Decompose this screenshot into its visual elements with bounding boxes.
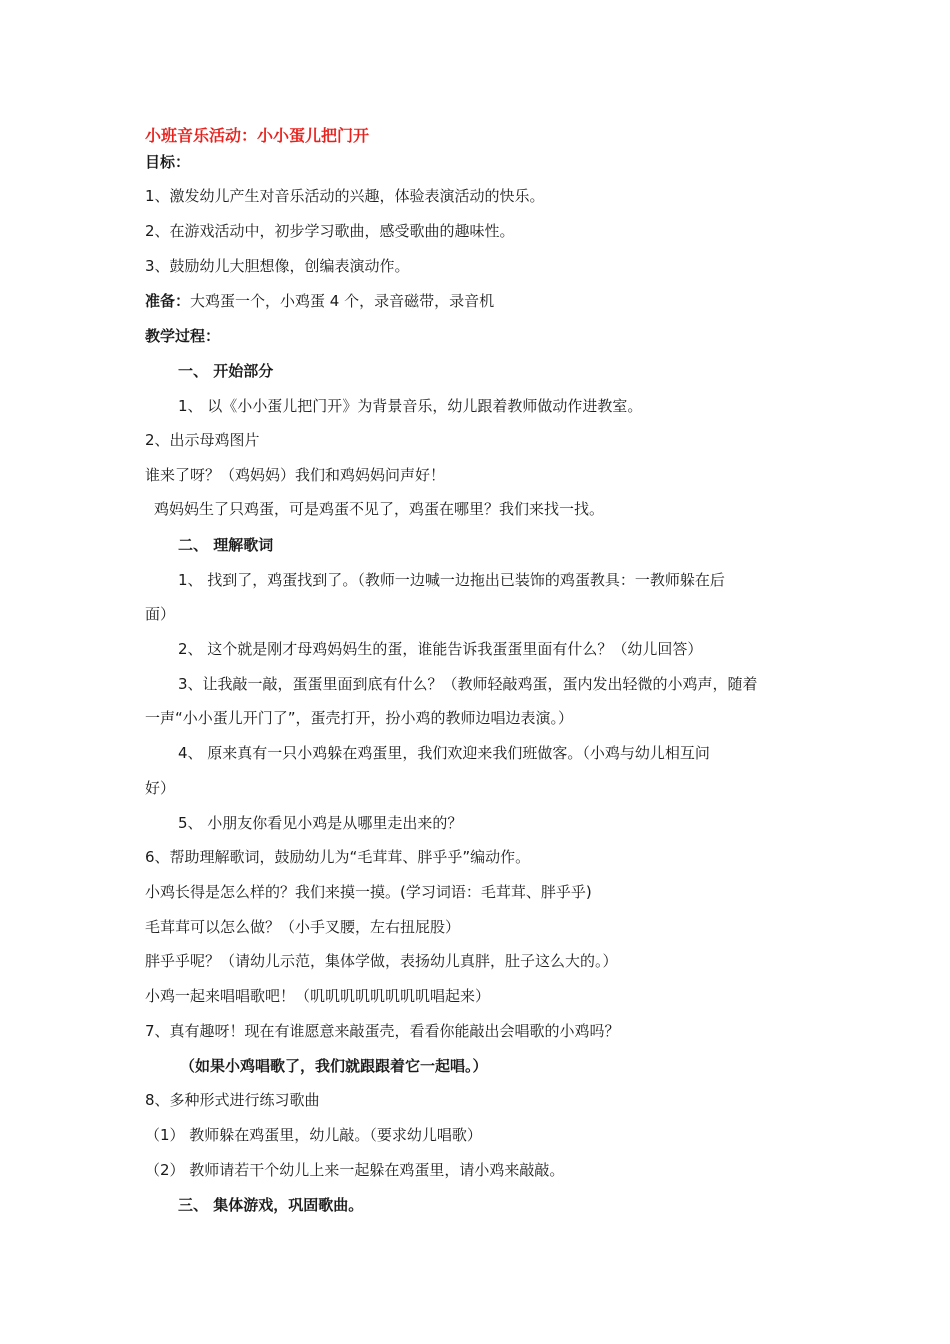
section3-heading: 三、 集体游戏，巩固歌曲。 bbox=[178, 1196, 364, 1214]
goal-item: 1、激发幼儿产生对音乐活动的兴趣，体验表演活动的快乐。 bbox=[145, 187, 545, 205]
prep-text: 大鸡蛋一个，小鸡蛋 4 个，录音磁带，录音机 bbox=[190, 292, 495, 310]
paragraph-line: 2、出示母鸡图片 bbox=[145, 431, 260, 449]
paragraph-line: 1、 找到了，鸡蛋找到了。（教师一边喊一边拖出已装饰的鸡蛋教具：一教师躲在后 bbox=[178, 571, 725, 589]
paragraph-line: 5、 小朋友你看见小鸡是从哪里走出来的？ bbox=[178, 814, 463, 832]
paragraph-line: 毛茸茸可以怎么做？（小手叉腰，左右扭屁股） bbox=[145, 918, 461, 936]
paragraph-line: 胖乎乎呢？（请幼儿示范，集体学做，表扬幼儿真胖，肚子这么大的。） bbox=[145, 952, 618, 970]
paragraph-line: 4、 原来真有一只小鸡躲在鸡蛋里，我们欢迎来我们班做客。（小鸡与幼儿相互问 bbox=[178, 744, 710, 762]
paragraph-line-bold: （如果小鸡唱歌了，我们就跟跟着它一起唱。） bbox=[180, 1057, 488, 1075]
process-label: 教学过程： bbox=[145, 327, 221, 345]
paragraph-line: 小鸡一起来唱唱歌吧！（叽叽叽叽叽叽叽叽唱起来） bbox=[145, 987, 491, 1005]
paragraph-line: 一声“小小蛋儿开门了”，蛋壳打开，扮小鸡的教师边唱边表演。） bbox=[145, 709, 574, 727]
paragraph-line: 好） bbox=[145, 779, 176, 797]
prep-label: 准备： bbox=[145, 292, 191, 310]
section1-heading: 一、 开始部分 bbox=[178, 362, 274, 380]
document-title: 小班音乐活动：小小蛋儿把门开 bbox=[145, 126, 370, 145]
paragraph-line: 7、真有趣呀！现在有谁愿意来敲蛋壳，看看你能敲出会唱歌的小鸡吗？ bbox=[145, 1022, 620, 1040]
paragraph-line: 谁来了呀？（鸡妈妈）我们和鸡妈妈问声好！ bbox=[145, 466, 446, 484]
paragraph-line: 面） bbox=[145, 605, 176, 623]
goals-label: 目标： bbox=[145, 153, 191, 171]
paragraph-line: 1、 以《小小蛋儿把门开》为背景音乐，幼儿跟着教师做动作进教室。 bbox=[178, 397, 643, 415]
list-item: （1） 教师躲在鸡蛋里，幼儿敲。（要求幼儿唱歌） bbox=[145, 1126, 482, 1144]
paragraph-line: 3、让我敲一敲，蛋蛋里面到底有什么？（教师轻敲鸡蛋，蛋内发出轻微的小鸡声，随着 bbox=[178, 675, 758, 693]
paragraph-line: 小鸡长得是怎么样的？我们来摸一摸。(学习词语：毛茸茸、胖乎乎) bbox=[145, 883, 592, 901]
paragraph-line: 8、多种形式进行练习歌曲 bbox=[145, 1091, 320, 1109]
paragraph-line: 6、帮助理解歌词，鼓励幼儿为“毛茸茸、胖乎乎”编动作。 bbox=[145, 848, 531, 866]
list-item: （2） 教师请若干个幼儿上来一起躲在鸡蛋里，请小鸡来敲敲。 bbox=[145, 1161, 565, 1179]
goal-item: 3、鼓励幼儿大胆想像，创编表演动作。 bbox=[145, 257, 410, 275]
paragraph-line: 鸡妈妈生了只鸡蛋，可是鸡蛋不见了，鸡蛋在哪里？我们来找一找。 bbox=[154, 500, 605, 518]
paragraph-line: 2、 这个就是刚才母鸡妈妈生的蛋，谁能告诉我蛋蛋里面有什么？（幼儿回答） bbox=[178, 640, 703, 658]
preparation-line bbox=[145, 291, 825, 311]
section2-heading: 二、 理解歌词 bbox=[178, 536, 274, 554]
goal-item: 2、在游戏活动中，初步学习歌曲，感受歌曲的趣味性。 bbox=[145, 222, 515, 240]
